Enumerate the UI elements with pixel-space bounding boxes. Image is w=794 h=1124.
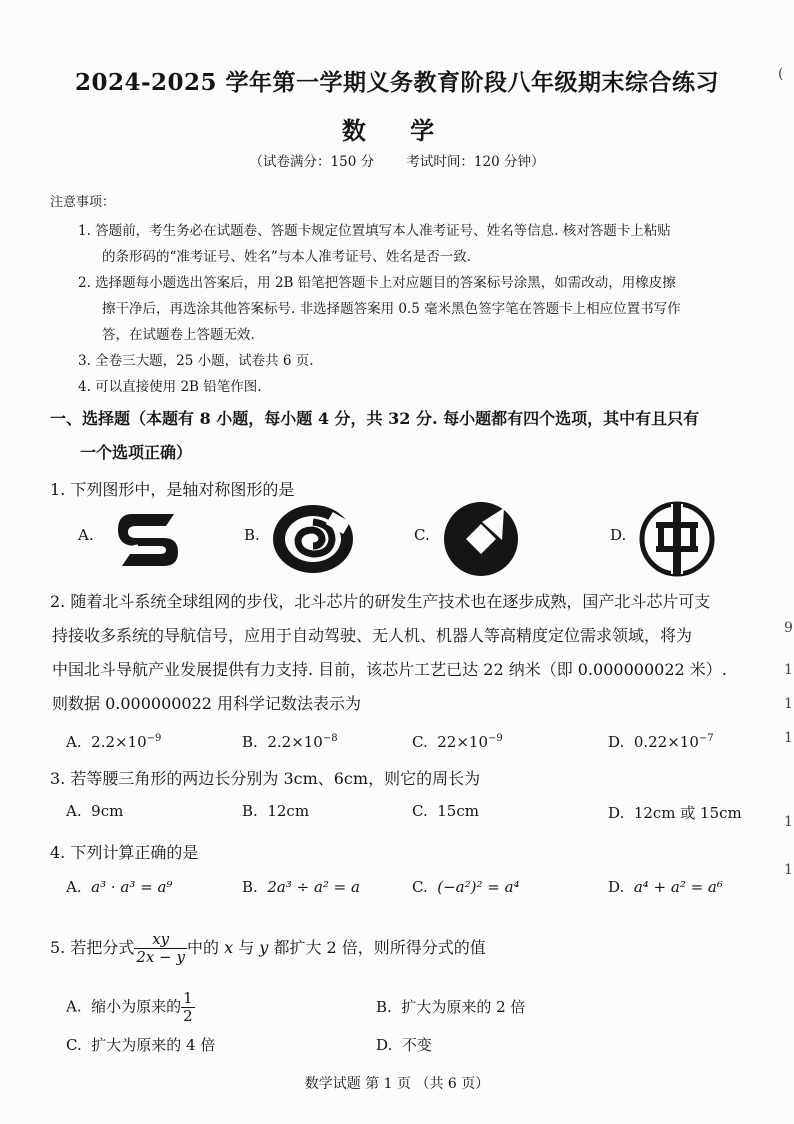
q3-option-a: A. 9cm bbox=[66, 802, 124, 820]
q3-option-b: B. 12cm bbox=[242, 802, 310, 820]
notice-item-2-cont: 擦干净后，再选涂其他答案标号. 非选择题答案用 0.5 毫米黑色签字笔在答题卡上相应位置书写作 bbox=[102, 301, 681, 317]
notice-item-3: 3. 全卷三大题，25 小题，试卷共 6 页. bbox=[78, 353, 314, 369]
notice-item-1-cont: 的条形码的“准考证号、姓名”与本人准考证号、姓名是否一致. bbox=[102, 249, 472, 265]
q5-option-b: B. 扩大为原来的 2 倍 bbox=[376, 998, 526, 1016]
question-2-line-1: 2. 随着北斗系统全球组网的步伐，北斗芯片的研发生产技术也在逐步成熟，国产北斗芯片可支 bbox=[50, 592, 711, 611]
q5-option-c: C. 扩大为原来的 4 倍 bbox=[66, 1036, 216, 1054]
question-3-stem: 3. 若等腰三角形的两边长分别为 3cm、6cm，则它的周长为 bbox=[50, 769, 481, 788]
q1-label-d: D. bbox=[610, 526, 627, 544]
q4-option-a: A. a³ · a³ = a⁹ bbox=[66, 878, 173, 896]
q2-option-d: D. $0.22\times 10^{-7}$ bbox=[608, 733, 714, 751]
square-c-logo-icon bbox=[442, 500, 520, 578]
full-score: （试卷满分：150 分 bbox=[249, 154, 375, 170]
q5-option-d: D. 不变 bbox=[376, 1036, 432, 1054]
question-3-options bbox=[66, 802, 756, 832]
question-5-options-row-2 bbox=[66, 1034, 756, 1064]
ss-logo-icon bbox=[110, 504, 190, 574]
question-5-stem: 5. 若把分式 $\frac{xy}{2x - y}$ 中的 x 与 y 都扩大 2 倍，则所得分式的值 bbox=[50, 930, 486, 966]
q1-label-a: A. bbox=[78, 526, 94, 544]
q5-fraction: $\frac{xy}{2x - y}$ bbox=[136, 930, 185, 966]
q4-option-d: D. a⁴ + a² = a⁶ bbox=[608, 878, 723, 896]
q2-option-c: C. $22\times 10^{-9}$ bbox=[412, 733, 503, 751]
q2-option-a: A. $2.2\times 10^{-9}$ bbox=[66, 733, 162, 751]
q5-option-a: A. 缩小为原来的 $\frac{1}{2}$ bbox=[66, 989, 193, 1025]
section-heading: 一、选择题（本题有 8 小题，每小题 4 分，共 32 分. 每小题都有四个选项，其中有且只有 bbox=[50, 409, 700, 428]
notice-heading: 注意事项： bbox=[50, 195, 116, 210]
question-4-stem: 4. 下列计算正确的是 bbox=[50, 843, 199, 862]
margin-mark: 9 bbox=[784, 620, 793, 636]
margin-mark: 1 bbox=[784, 814, 793, 830]
q3-option-d: D. 12cm 或 15cm bbox=[608, 804, 742, 822]
question-5-options-row-1 bbox=[66, 988, 756, 1032]
margin-mark: 1 bbox=[784, 662, 793, 678]
swirl-logo-icon bbox=[270, 502, 356, 576]
exam-time: 考试时间：120 分钟） bbox=[406, 154, 545, 170]
notice-item-2: 2. 选择题每小题选出答案后，用 2B 铅笔把答题卡上对应题目的答案标号涂黑，如需改动，用橡皮擦 bbox=[78, 275, 676, 291]
q2-option-b: B. $2.2\times 10^{-8}$ bbox=[242, 733, 338, 751]
question-2-line-3: 中国北斗导航产业发展提供有力支持. 目前，该芯片工艺已达 22 纳米（即 0.000000022 米）. bbox=[52, 660, 727, 679]
question-4-options bbox=[66, 878, 756, 908]
question-1-stem: 1. 下列图形中，是轴对称图形的是 bbox=[50, 480, 295, 499]
margin-mark: 1 bbox=[784, 862, 793, 878]
question-2-options bbox=[66, 733, 756, 763]
page-footer: 数学试题 第 1 页 （共 6 页） bbox=[304, 1076, 490, 1092]
coin-logo-icon bbox=[638, 500, 716, 578]
notice-item-2-cont2: 答，在试题卷上答题无效. bbox=[102, 327, 255, 343]
notice-item-1: 1. 答题前，考生务必在试题卷、答题卡规定位置填写本人准考证号、姓名等信息. 核对答题卡上粘贴 bbox=[78, 223, 671, 239]
notice-item-4: 4. 可以直接使用 2B 铅笔作图. bbox=[78, 379, 262, 395]
q1-label-c: C. bbox=[414, 526, 430, 544]
q3-option-c: C. 15cm bbox=[412, 802, 479, 820]
q4-option-c: C. (−a²)² = a⁴ bbox=[412, 878, 520, 896]
margin-mark: 1 bbox=[784, 730, 793, 746]
q4-option-b: B. 2a³ ÷ a² = a bbox=[242, 878, 360, 896]
q5-option-a-fraction: $\frac{1}{2}$ bbox=[183, 989, 193, 1025]
exam-title: 2024-2025 学年第一学期义务教育阶段八年级期末综合练习 bbox=[74, 69, 720, 96]
question-2-line-2: 持接收多系统的导航信号，应用于自动驾驶、无人机、机器人等高精度定位需求领域，将为 bbox=[52, 626, 693, 645]
question-2-line-4: 则数据 0.000000022 用科学记数法表示为 bbox=[52, 694, 362, 713]
subject-title: 数 学 bbox=[341, 116, 453, 145]
q1-label-b: B. bbox=[244, 526, 260, 544]
question-1-options bbox=[78, 500, 738, 580]
margin-mark: 1 bbox=[784, 696, 793, 712]
exam-info bbox=[0, 150, 794, 170]
margin-mark: ( bbox=[778, 66, 784, 82]
section-heading-cont: 一个选项正确） bbox=[80, 443, 193, 462]
